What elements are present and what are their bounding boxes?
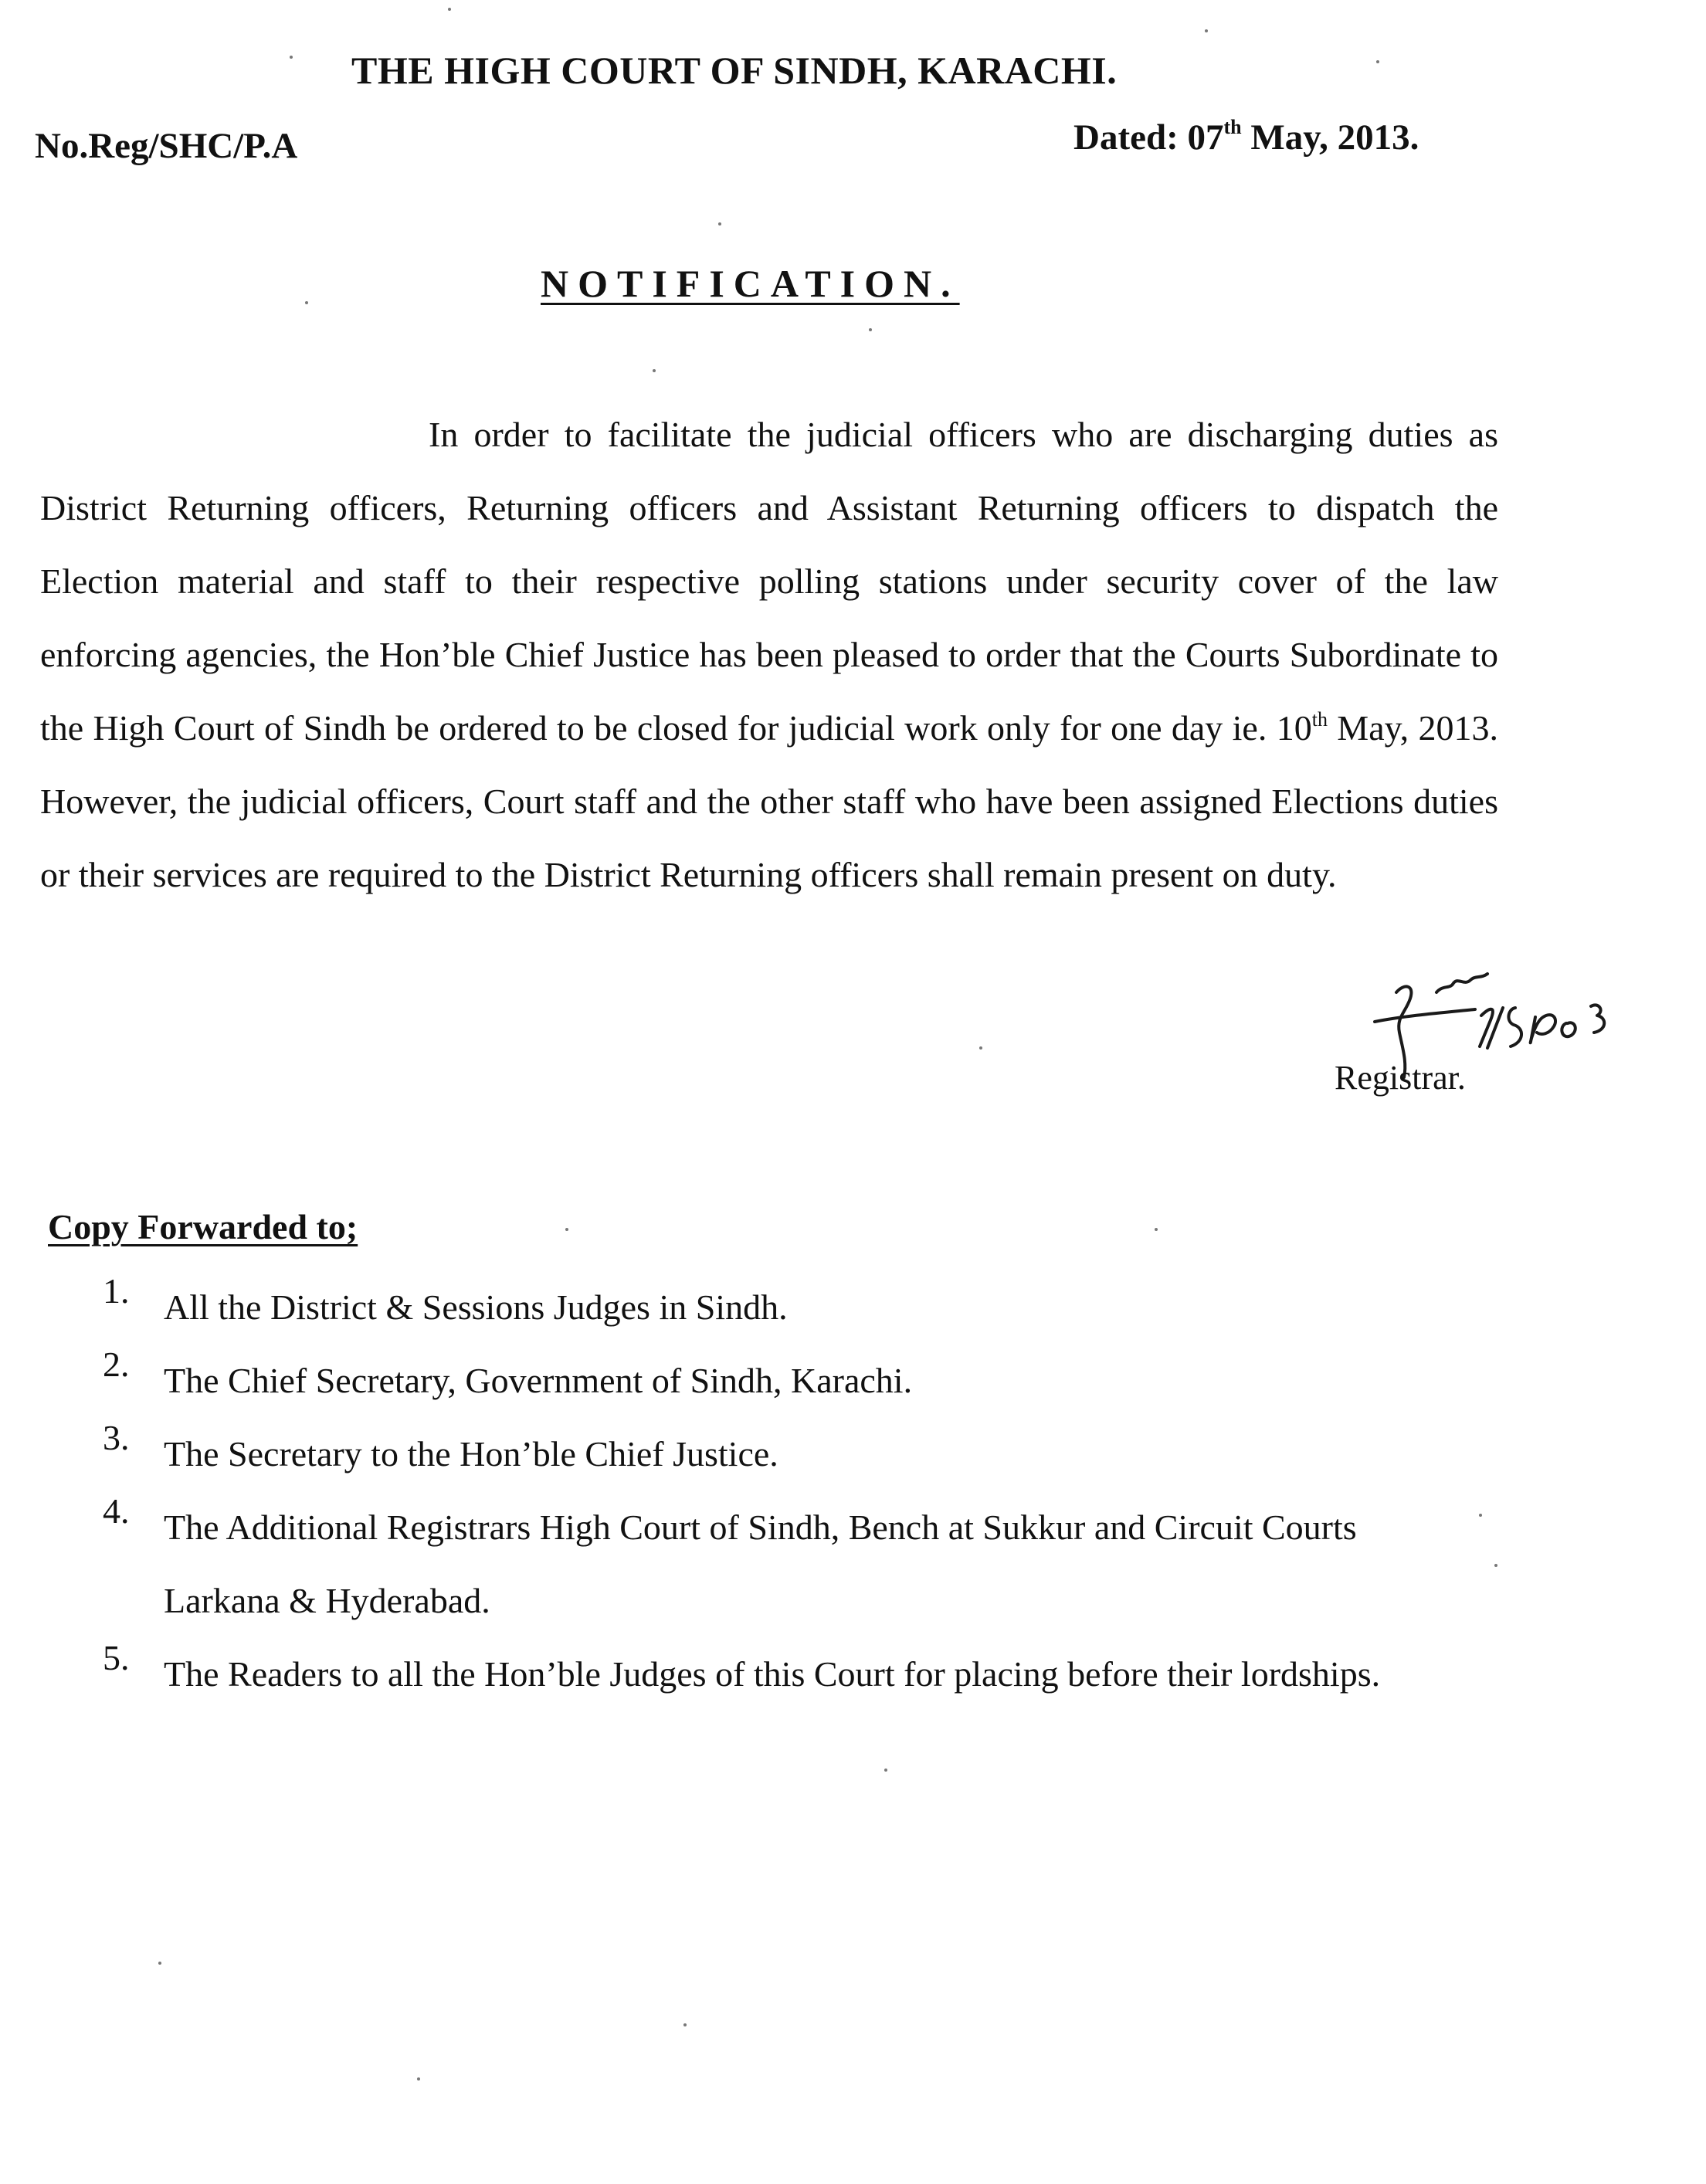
body-text-part1: In order to facilitate the judicial officers who are discharging duties as District Returning officers, Returning officers and Assistant Returning officers to dispatch the Election material and staff to their respective polling stations under security cover of the law enforcing agencies, the Hon’ble Chief Justice has been pleased to order that the Courts Subordinate to the High Court of Sindh be ordered to be closed for judicial work only for one day ie. 10 (40, 415, 1498, 748)
notification-body (40, 398, 1498, 911)
list-item-text: The Secretary to the Hon’ble Chief Justice. (164, 1434, 778, 1474)
list-item-number: 5. (103, 1638, 130, 1677)
reference-number: No.Reg/SHC/P.A (35, 126, 298, 166)
scan-speck (884, 1769, 887, 1772)
list-item-number: 1. (103, 1271, 130, 1311)
scan-speck (290, 56, 293, 59)
copy-forwarded-heading: Copy Forwarded to; (48, 1207, 358, 1246)
notification-heading: NOTIFICATION. (541, 262, 960, 305)
scan-speck (1155, 1228, 1158, 1231)
scan-speck (653, 369, 656, 372)
list-item-text: The Additional Registrars High Court of Sindh, Bench at Sukkur and Circuit Courts Larkana & Hyderabad. (164, 1507, 1357, 1620)
scan-speck (979, 1046, 982, 1050)
scan-speck (1479, 1514, 1482, 1517)
list-item-text: The Chief Secretary, Government of Sindh, Karachi. (164, 1361, 913, 1400)
list-item-number: 3. (103, 1418, 130, 1457)
scan-speck (683, 2023, 687, 2026)
list-item-number: 2. (103, 1345, 130, 1384)
signatory-title: Registrar. (1335, 1059, 1466, 1097)
date-prefix: Dated: 07 (1073, 117, 1224, 158)
scan-speck (1205, 29, 1208, 32)
court-title: THE HIGH COURT OF SINDH, KARACHI. (351, 49, 1118, 92)
scan-speck (718, 222, 721, 226)
scan-speck (869, 328, 872, 331)
body-superscript: th (1311, 708, 1328, 731)
scan-speck (448, 8, 451, 11)
list-item-text: The Readers to all the Hon’ble Judges of this Court for placing before their lordships. (164, 1654, 1381, 1694)
scan-speck (305, 301, 308, 304)
scan-speck (565, 1228, 568, 1231)
scan-speck (417, 2077, 420, 2081)
scan-speck (158, 1962, 161, 1965)
date-suffix: May, 2013. (1241, 117, 1419, 158)
scan-speck (1376, 60, 1379, 63)
scan-speck (1494, 1564, 1497, 1567)
list-item-number: 4. (103, 1491, 130, 1531)
list-item-text: All the District & Sessions Judges in Sindh. (164, 1287, 788, 1327)
date-line (1073, 116, 1419, 158)
body-text-part2: May, 2013. However, the judicial officers, Court staff and the other staff who have been assigned Elections duties or their services are required to the District Returning officers shall remain present on duty. (40, 708, 1498, 894)
date-superscript: th (1223, 116, 1242, 138)
